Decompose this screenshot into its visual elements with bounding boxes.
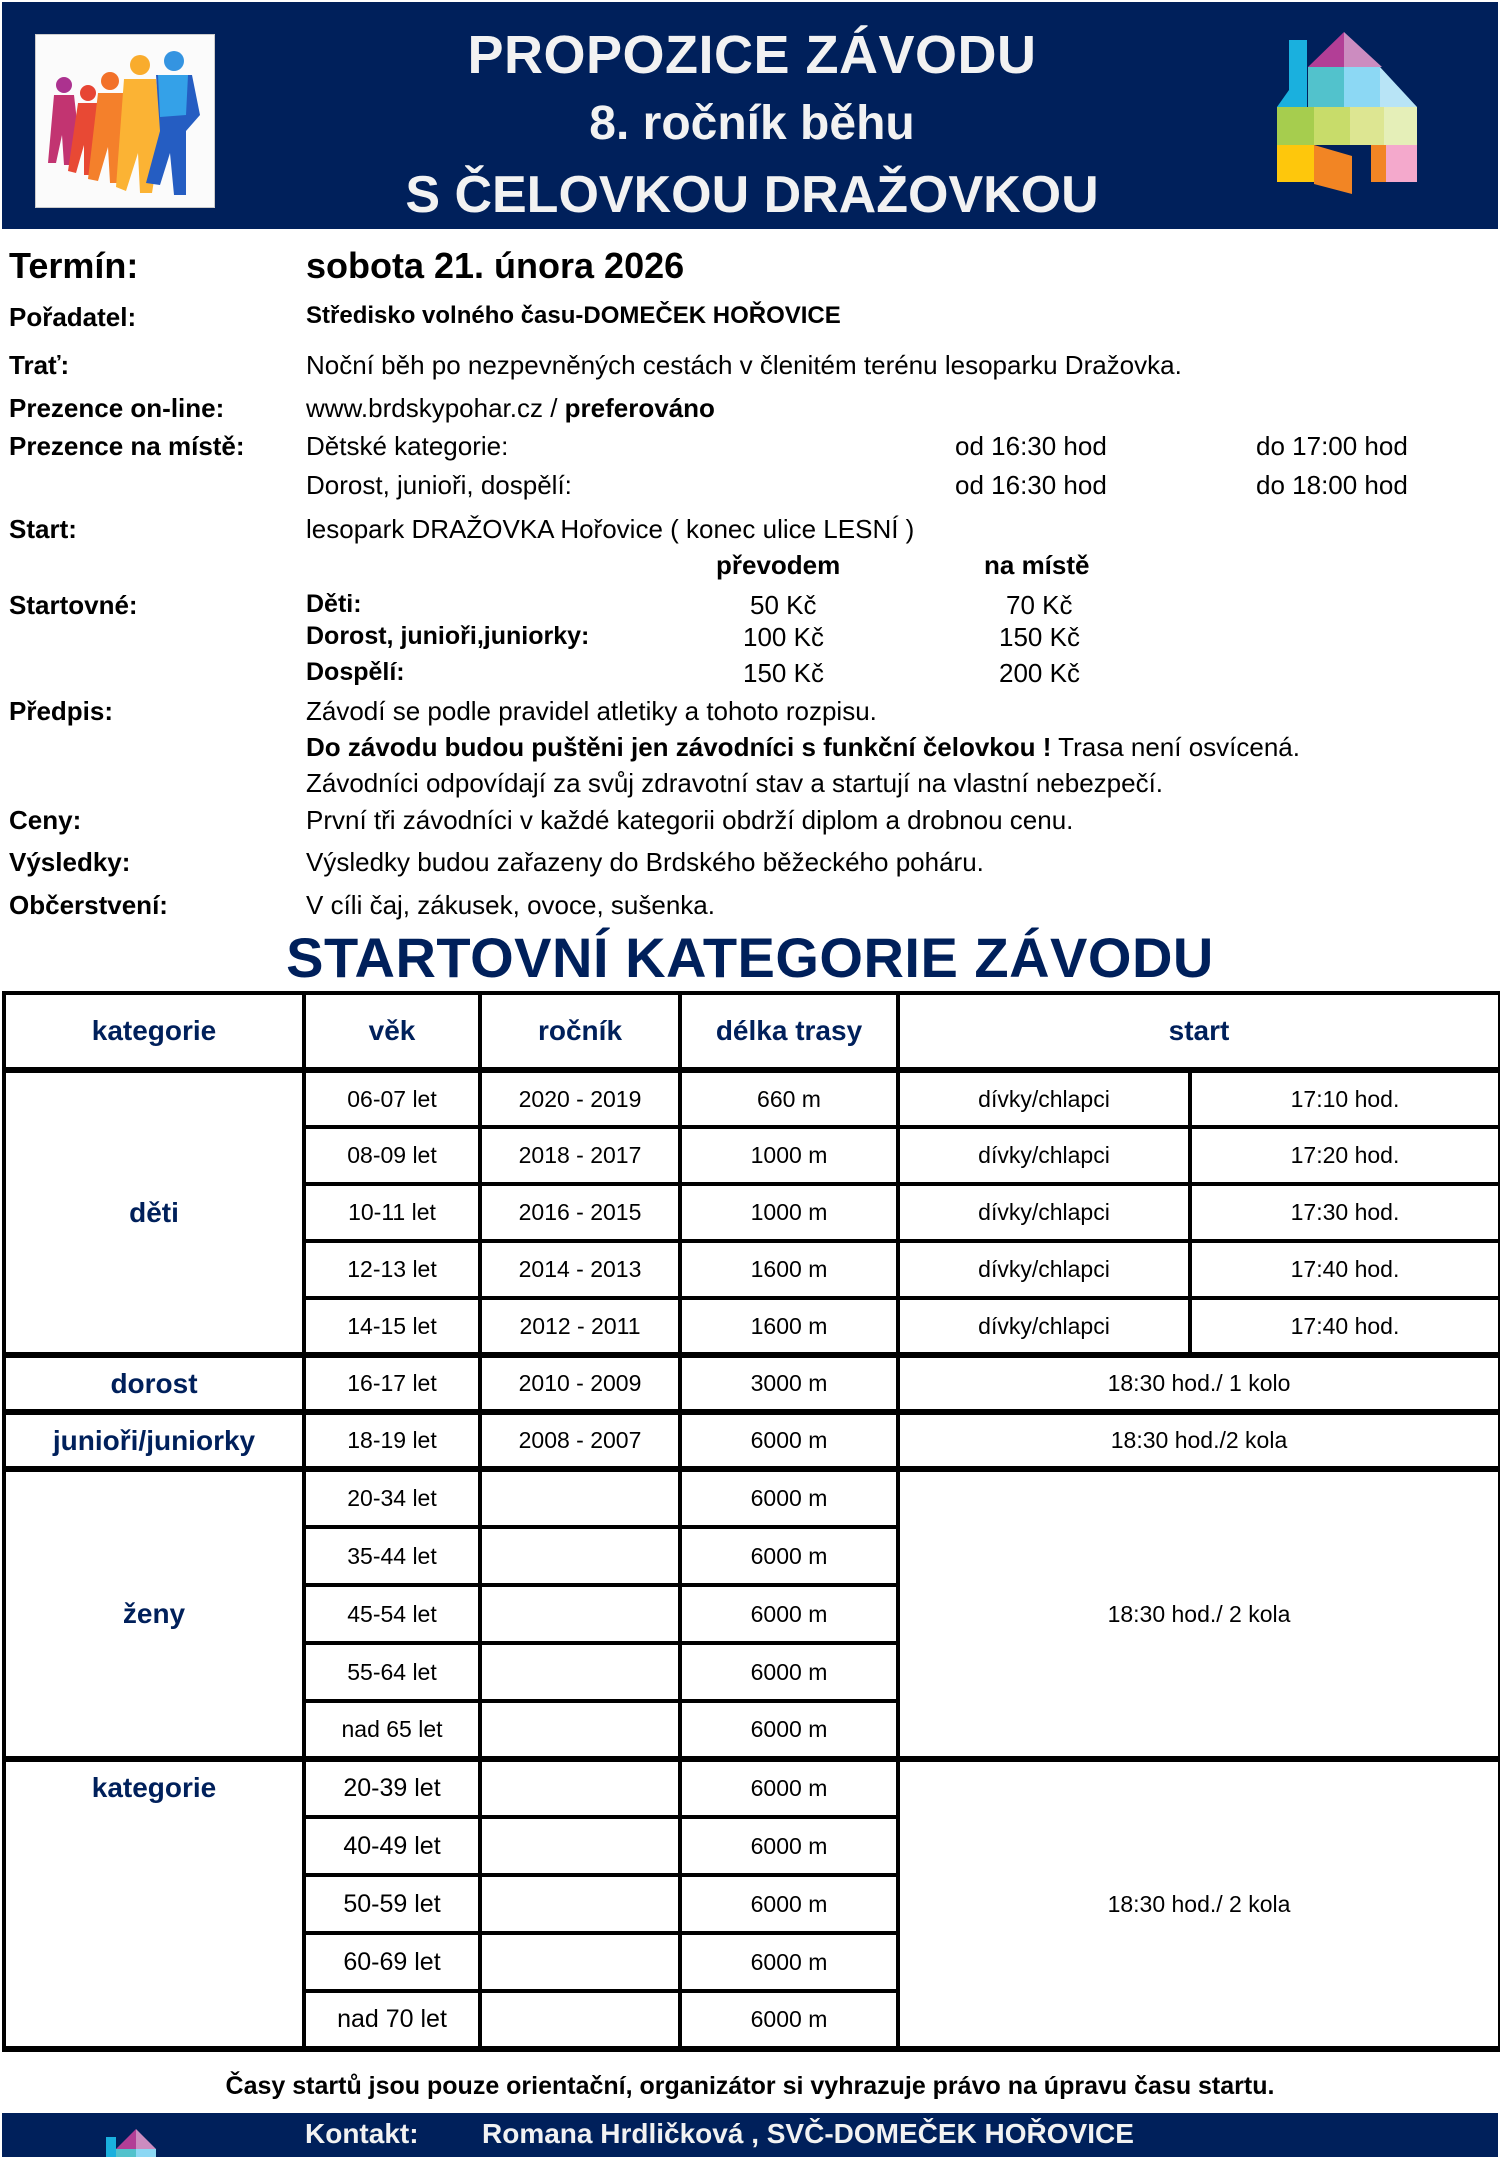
length-cell: 1600 m xyxy=(680,1298,898,1355)
startovne-label: Startovné: xyxy=(9,590,138,620)
table-row xyxy=(4,1355,1500,1412)
age-cell: 16-17 let xyxy=(304,1355,480,1412)
table-row xyxy=(4,1070,1500,1127)
time-cell: 17:40 hod. xyxy=(1190,1241,1500,1298)
time-cell: 17:20 hod. xyxy=(1190,1127,1500,1184)
age-cell: 35-44 let xyxy=(304,1527,480,1585)
predpis-line2 xyxy=(306,732,1300,763)
time-cell: 17:40 hod. xyxy=(1190,1298,1500,1355)
fee-onsite: 150 Kč xyxy=(999,622,1080,652)
age-cell: 20-34 let xyxy=(304,1469,480,1527)
title-rocnik: 8. ročník běhu xyxy=(589,97,915,150)
start-cell: 18:30 hod./ 2 kola xyxy=(898,1469,1500,1759)
age-cell: 06-07 let xyxy=(304,1070,480,1127)
trat-value: Noční běh po nezpevněných cestách v členitém terénu lesoparku Dražovka. xyxy=(306,350,1182,380)
year-cell xyxy=(480,1585,680,1643)
age-cell: 40-49 let xyxy=(304,1817,480,1875)
year-cell: 2010 - 2009 xyxy=(480,1355,680,1412)
year-cell xyxy=(480,1643,680,1701)
age-cell: 55-64 let xyxy=(304,1643,480,1701)
categories-table xyxy=(2,991,1500,2052)
header-rocnik: ročník xyxy=(480,993,680,1070)
footer-contact-bar xyxy=(2,2113,1498,2157)
domecek-house-logo-icon xyxy=(1272,32,1432,202)
length-cell: 6000 m xyxy=(680,1817,898,1875)
header-vek: věk xyxy=(304,993,480,1070)
length-cell: 6000 m xyxy=(680,1701,898,1759)
age-cell: 10-11 let xyxy=(304,1184,480,1241)
prezence-from: od 16:30 hod xyxy=(955,470,1107,500)
age-cell: nad 70 let xyxy=(304,1991,480,2049)
contact-value: Romana Hrdličková , SVČ-DOMEČEK HOŘOVICE xyxy=(482,2118,1134,2149)
fee-transfer: 50 Kč xyxy=(750,590,817,620)
length-cell: 6000 m xyxy=(680,1759,898,1817)
header-kategorie: kategorie xyxy=(4,993,304,1070)
ceny-label: Ceny: xyxy=(9,805,82,835)
start-cell: 18:30 hod./ 1 kolo xyxy=(898,1355,1500,1412)
category-kategorie: kategorie xyxy=(4,1759,304,2049)
fee-transfer: 150 Kč xyxy=(743,658,824,688)
domecek-house-logo-icon xyxy=(102,2129,182,2157)
age-cell: 60-69 let xyxy=(304,1933,480,1991)
predpis-line3: Závodníci odpovídají za svůj zdravotní stav a startují na vlastní nebezpečí. xyxy=(306,768,1164,798)
fee-group: Děti: xyxy=(306,590,362,618)
termin-value: sobota 21. února 2026 xyxy=(306,245,685,286)
category-deti: děti xyxy=(4,1070,304,1355)
gender-cell: dívky/chlapci xyxy=(898,1298,1190,1355)
prezence-from: od 16:30 hod xyxy=(955,431,1107,461)
trat-label: Trať: xyxy=(9,350,70,380)
table-row xyxy=(4,1759,1500,1817)
age-cell: 45-54 let xyxy=(304,1585,480,1643)
vysledky-value: Výsledky budou zařazeny do Brdského běžeckého poháru. xyxy=(306,847,984,877)
length-cell: 660 m xyxy=(680,1070,898,1127)
prezence-online-value xyxy=(306,393,715,424)
year-cell: 2012 - 2011 xyxy=(480,1298,680,1355)
preferred-note: preferováno xyxy=(564,393,715,423)
year-cell xyxy=(480,1933,680,1991)
website-link[interactable]: www.brdskypohar.cz / xyxy=(306,393,565,423)
year-cell: 2018 - 2017 xyxy=(480,1127,680,1184)
obcerstveni-label: Občerstvení: xyxy=(9,890,168,920)
header-start: start xyxy=(898,993,1500,1070)
fee-group: Dospělí: xyxy=(306,658,405,686)
fee-onsite: 200 Kč xyxy=(999,658,1080,688)
poradatel-value: Středisko volného času-DOMEČEK HOŘOVICE xyxy=(306,302,841,329)
termin-label: Termín: xyxy=(9,245,139,286)
prezence-online-label: Prezence on-line: xyxy=(9,393,225,423)
year-cell: 2016 - 2015 xyxy=(480,1184,680,1241)
age-cell: 12-13 let xyxy=(304,1241,480,1298)
prezence-to: do 18:00 hod xyxy=(1256,470,1408,500)
year-cell xyxy=(480,1701,680,1759)
ceny-value: První tři závodníci v každé kategorii obdrží diplom a drobnou cenu. xyxy=(306,805,1074,835)
length-cell: 6000 m xyxy=(680,1527,898,1585)
category-dorost: dorost xyxy=(4,1355,304,1412)
start-cell: 18:30 hod./2 kola xyxy=(898,1412,1500,1469)
age-cell: 20-39 let xyxy=(304,1759,480,1817)
year-cell xyxy=(480,1527,680,1585)
length-cell: 6000 m xyxy=(680,1585,898,1643)
gender-cell: dívky/chlapci xyxy=(898,1184,1190,1241)
predpis-label: Předpis: xyxy=(9,696,114,726)
time-cell: 17:10 hod. xyxy=(1190,1070,1500,1127)
length-cell: 6000 m xyxy=(680,1875,898,1933)
length-cell: 1000 m xyxy=(680,1127,898,1184)
track-unlit-note: Trasa není osvícená. xyxy=(1051,732,1300,762)
start-times-note: Časy startů jsou pouze orientační, organizátor si vyhrazuje právo na úpravu času startu. xyxy=(225,2072,1275,2100)
start-cell: 18:30 hod./ 2 kola xyxy=(898,1759,1500,2049)
col-prevodem: převodem xyxy=(716,550,841,580)
prezence-to: do 17:00 hod xyxy=(1256,431,1408,461)
title-event-name: S ČELOVKOU DRAŽOVKOU xyxy=(405,166,1099,224)
fee-group: Dorost, junioři,juniorky: xyxy=(306,622,590,650)
category-juniori: junioři/juniorky xyxy=(4,1412,304,1469)
category-zeny: ženy xyxy=(4,1469,304,1759)
gender-cell: dívky/chlapci xyxy=(898,1241,1190,1298)
col-na-miste: na místě xyxy=(984,550,1090,580)
title-propozice: PROPOZICE ZÁVODU xyxy=(467,25,1037,85)
headlamp-rule: Do závodu budou puštěni jen závodníci s funkční čelovkou ! xyxy=(306,732,1052,762)
prezence-group: Dorost, junioři, dospělí: xyxy=(306,470,572,500)
year-cell xyxy=(480,1817,680,1875)
prezence-na-miste-label: Prezence na místě: xyxy=(9,431,245,461)
table-header-row xyxy=(4,993,1500,1070)
start-label: Start: xyxy=(9,514,77,544)
length-cell: 6000 m xyxy=(680,1933,898,1991)
age-cell: 14-15 let xyxy=(304,1298,480,1355)
length-cell: 6000 m xyxy=(680,1991,898,2049)
table-row xyxy=(4,1412,1500,1469)
poradatel-label: Pořadatel: xyxy=(9,302,137,332)
header-banner xyxy=(2,2,1498,229)
time-cell: 17:30 hod. xyxy=(1190,1184,1500,1241)
obcerstveni-value: V cíli čaj, zákusek, ovoce, sušenka. xyxy=(306,890,715,920)
header-delka-trasy: délka trasy xyxy=(680,993,898,1070)
age-cell: 50-59 let xyxy=(304,1875,480,1933)
length-cell: 6000 m xyxy=(680,1412,898,1469)
length-cell: 1000 m xyxy=(680,1184,898,1241)
table-row xyxy=(4,1469,1500,1527)
fee-onsite: 70 Kč xyxy=(1006,590,1073,620)
predpis-line1: Závodí se podle pravidel atletiky a tohoto rozpisu. xyxy=(306,696,877,726)
length-cell: 3000 m xyxy=(680,1355,898,1412)
year-cell: 2020 - 2019 xyxy=(480,1070,680,1127)
gender-cell: dívky/chlapci xyxy=(898,1070,1190,1127)
contact-label: Kontakt: xyxy=(305,2118,419,2149)
year-cell xyxy=(480,1759,680,1817)
age-cell: 08-09 let xyxy=(304,1127,480,1184)
year-cell: 2008 - 2007 xyxy=(480,1412,680,1469)
year-cell xyxy=(480,1875,680,1933)
year-cell xyxy=(480,1469,680,1527)
length-cell: 6000 m xyxy=(680,1469,898,1527)
year-cell xyxy=(480,1991,680,2049)
vysledky-label: Výsledky: xyxy=(9,847,131,877)
fee-transfer: 100 Kč xyxy=(743,622,824,652)
age-cell: 18-19 let xyxy=(304,1412,480,1469)
age-cell: nad 65 let xyxy=(304,1701,480,1759)
year-cell: 2014 - 2013 xyxy=(480,1241,680,1298)
start-value: lesopark DRAŽOVKA Hořovice ( konec ulice LESNÍ ) xyxy=(306,514,915,544)
length-cell: 1600 m xyxy=(680,1241,898,1298)
categories-title: STARTOVNÍ KATEGORIE ZÁVODU xyxy=(286,926,1214,989)
gender-cell: dívky/chlapci xyxy=(898,1127,1190,1184)
length-cell: 6000 m xyxy=(680,1643,898,1701)
prezence-group: Dětské kategorie: xyxy=(306,431,509,461)
